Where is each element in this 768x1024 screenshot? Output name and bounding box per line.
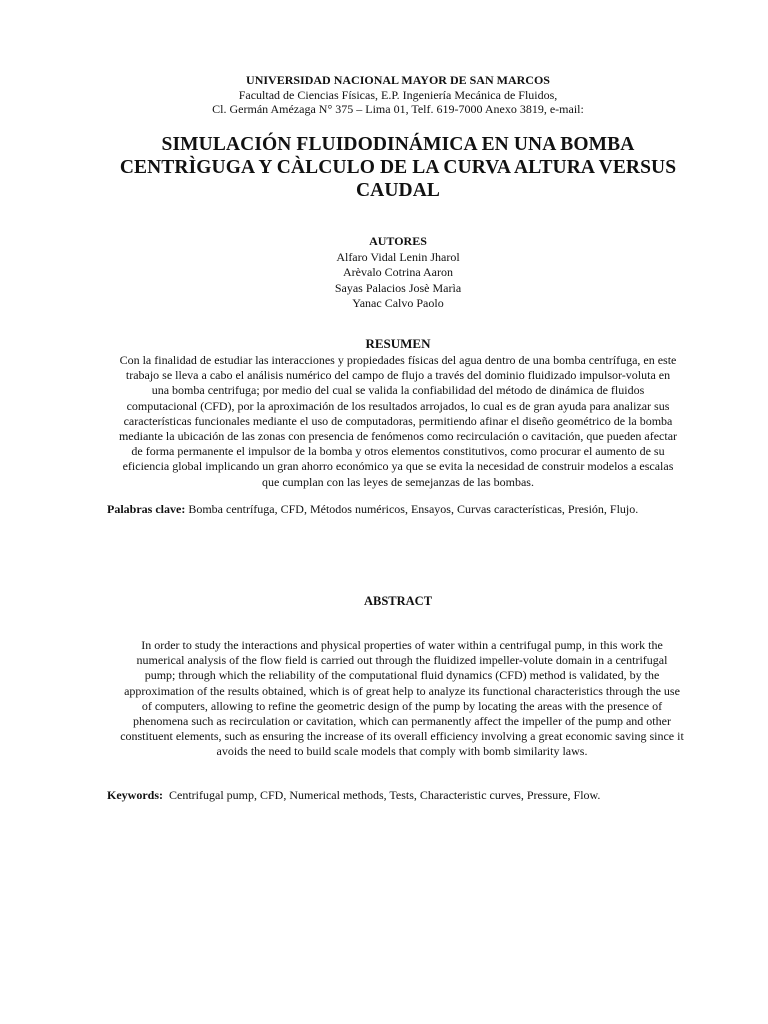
keywords-label: Keywords: xyxy=(107,788,163,802)
authors-heading: AUTORES xyxy=(369,234,427,248)
palabras-clave-text: Bomba centrífuga, CFD, Métodos numéricos, Ensayos, Curvas características, Presión, Flujo. xyxy=(185,502,639,516)
abstract-line: In order to study the interactions and physical properties of water within a centrifugal pump, in this work the xyxy=(141,638,663,652)
title-line-2: CENTRÌGUGA Y CÀLCULO DE LA CURVA ALTURA VERSUS xyxy=(119,157,677,178)
abstract-line: constituent elements, such as ensuring the increase of its overall efficiency involving a great economic saving since it xyxy=(120,729,684,744)
paper-title xyxy=(90,133,706,202)
abstract-line: avoids the need to build scale models that comply with bomb similarity laws. xyxy=(216,744,588,759)
resumen-line: Con la finalidad de estudiar las interacciones y propiedades físicas del agua dentro de una bomba centrífuga, en este xyxy=(119,353,677,367)
resumen-line: computacional (CFD), por la aproximación de los resultados arrojados, lo cual es de gran ayuda para analizar sus xyxy=(126,398,670,413)
abstract-line: numerical analysis of the flow field is carried out through the fluidized impeller-volute domain in a centrifugal xyxy=(136,653,668,668)
resumen-line: que cumplan con las leyes de semejanzas de las bombas. xyxy=(262,474,534,489)
resumen-line: eficiencia global implicando un gran ahorro económico ya que se evita la necesidad de construir modelos a escalas xyxy=(122,459,674,474)
title-line-1: SIMULACIÓN FLUIDODINÁMICA EN UNA BOMBA xyxy=(161,134,635,155)
resumen-body xyxy=(102,353,694,490)
title-line-3: CAUDAL xyxy=(355,180,441,201)
author-name: Arèvalo Cotrina Aaron xyxy=(343,265,453,279)
author-name: Sayas Palacios Josè Marìa xyxy=(334,280,462,295)
abstract-line: approximation of the results obtained, which is of great help to analyze its functional characteristics through the use xyxy=(124,683,680,698)
abstract-line: pump; through which the reliability of the computational fluid dynamics (CFD) method is validated, by the xyxy=(144,668,660,683)
university-name: UNIVERSIDAD NACIONAL MAYOR DE SAN MARCOS xyxy=(246,73,550,87)
abstract-line: of computers, allowing to refine the geometric design of the pump by locating the areas with the presence of xyxy=(141,698,663,713)
author-name: Alfaro Vidal Lenin Jharol xyxy=(336,249,460,264)
keywords-text: Centrifugal pump, CFD, Numerical methods, Tests, Characteristic curves, Pressure, Flow. xyxy=(163,788,601,802)
palabras-clave-label: Palabras clave: xyxy=(107,502,186,516)
authors-block xyxy=(200,234,596,312)
author-name: Yanac Calvo Paolo xyxy=(352,296,444,310)
institution-header xyxy=(100,73,696,117)
abstract-heading: ABSTRACT xyxy=(363,594,433,608)
institution-address: Cl. Germán Amézaga N° 375 – Lima 01, Telf. 619-7000 Anexo 3819, e-mail: xyxy=(212,102,584,116)
resumen-line: características funcionales mediante el uso de computadoras, permitiendo afinar el diseño geométrico de la bomba xyxy=(123,413,673,428)
abstract-body xyxy=(100,638,704,760)
resumen-line: mediante la ubicación de las zonas con presencia de fenómenos como recirculación o cavitación, que pueden afectar xyxy=(118,429,678,444)
resumen-line: una bomba centrifuga; por medio del cual se valida la confiabilidad del método de dinámica de fluidos xyxy=(151,383,645,398)
resumen-heading: RESUMEN xyxy=(365,336,431,351)
palabras-clave xyxy=(107,502,707,517)
faculty-name: Facultad de Ciencias Físicas, E.P. Ingeniería Mecánica de Fluidos, xyxy=(238,87,558,102)
resumen-line: trabajo se lleva a cabo el análisis numérico del campo de flujo a través del dominio fluidizado impulsor-voluta en xyxy=(125,368,671,383)
keywords xyxy=(107,788,707,803)
resumen-line: de forma permanente el impulsor de la bomba y otros elementos constitutivos, como procurar el aumento de su xyxy=(131,444,665,459)
abstract-line: phenomena such as recirculation or cavitation, which can permanently affect the impeller of the pump and other xyxy=(133,714,671,729)
